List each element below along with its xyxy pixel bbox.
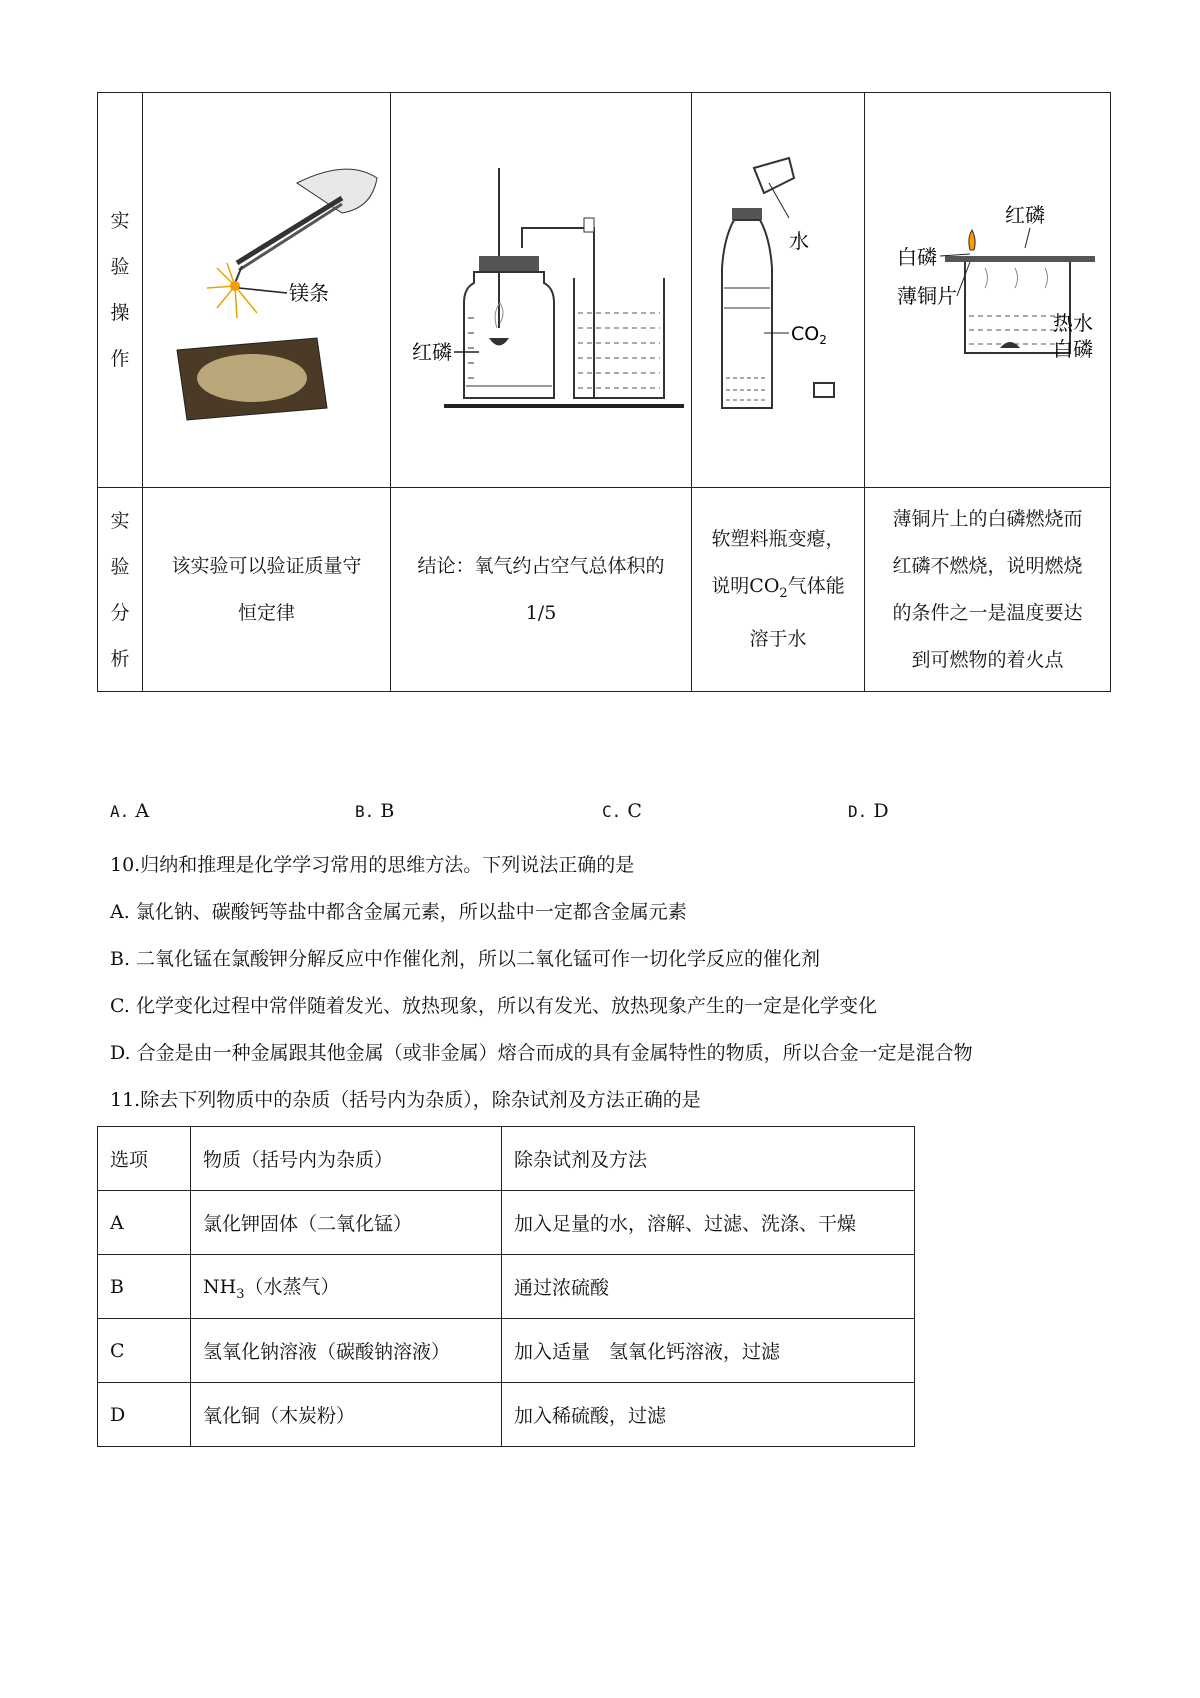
q9-option-d: D. D	[848, 800, 889, 822]
header-substance: 物质（括号内为杂质）	[191, 1127, 502, 1191]
svg-text:红磷: 红磷	[1005, 203, 1045, 227]
analysis-b: 结论：氧气约占空气总体积的 1/5	[391, 488, 692, 692]
svg-text:红磷: 红磷	[411, 340, 452, 364]
q10-stem: 10.归纳和推理是化学学习常用的思维方法。下列说法正确的是	[110, 854, 635, 876]
svg-text:镁条: 镁条	[288, 281, 329, 305]
table-header-row	[98, 1127, 915, 1191]
q10-option-a: A. 氯化钠、碳酸钙等盐中都含金属元素，所以盐中一定都含金属元素	[110, 901, 687, 923]
q10-option-c: C. 化学变化过程中常伴随着发光、放热现象，所以有发光、放热现象产生的一定是化学变化	[110, 995, 877, 1017]
header-method: 除杂试剂及方法	[502, 1127, 915, 1191]
svg-text:CO2: $CO_2$	[791, 323, 827, 347]
q11-stem: 11.除去下列物质中的杂质（括号内为杂质），除杂试剂及方法正确的是	[110, 1089, 701, 1111]
q9-option-b: B. B	[355, 800, 395, 822]
experiment-b-image	[391, 93, 692, 488]
svg-text:热水: 热水	[1053, 311, 1093, 335]
magnesium-burning-diagram	[147, 138, 387, 438]
table-row: C 氢氧化钠溶液（碳酸钠溶液） 加入适量 氢氧化钙溶液，过滤	[98, 1319, 915, 1383]
red-phosphorus-jar-diagram	[394, 138, 689, 438]
table-row: D 氧化铜（木炭粉） 加入稀硫酸，过滤	[98, 1383, 915, 1447]
analysis-a: 该实验可以验证质量守 恒定律	[143, 488, 391, 692]
q9-option-c: C. C	[602, 800, 642, 822]
table-row: B $NH_3$（水蒸气） 通过浓硫酸	[98, 1255, 915, 1319]
experiment-c-image	[692, 93, 865, 488]
row-label-analysis: 实 验 分 析	[98, 488, 143, 692]
analysis-c: 软塑料瓶变瘪， 说明$CO_2$气体能 溶于水	[692, 488, 865, 692]
purification-table	[97, 1126, 915, 1447]
header-option: 选项	[98, 1127, 191, 1191]
q10-option-b: B. 二氧化锰在氯酸钾分解反应中作催化剂，所以二氧化锰可作一切化学反应的催化剂	[110, 948, 821, 970]
experiment-a-image	[143, 93, 391, 488]
table-row: A 氯化钾固体（二氧化锰） 加入足量的水，溶解、过滤、洗涤、干燥	[98, 1191, 915, 1255]
q9-option-a: A. A	[110, 800, 150, 822]
svg-text:水: 水	[789, 229, 809, 253]
svg-text:白磷: 白磷	[897, 245, 937, 269]
q10-option-d: D. 合金是由一种金属跟其他金属（或非金属）熔合而成的具有金属特性的物质，所以合金一定是混合物	[110, 1042, 973, 1064]
analysis-d: 薄铜片上的白磷燃烧而 红磷不燃烧，说明燃烧 的条件之一是温度要达 到可燃物的着火点	[865, 488, 1111, 692]
experiment-table	[97, 92, 1111, 692]
row-label-operation: 实 验 操 作	[98, 93, 143, 488]
co2-bottle-diagram	[694, 138, 862, 438]
phosphorus-copper-diagram	[875, 138, 1100, 438]
svg-text:白磷: 白磷	[1053, 337, 1093, 361]
svg-text:薄铜片: 薄铜片	[897, 284, 957, 308]
experiment-d-image	[865, 93, 1111, 488]
